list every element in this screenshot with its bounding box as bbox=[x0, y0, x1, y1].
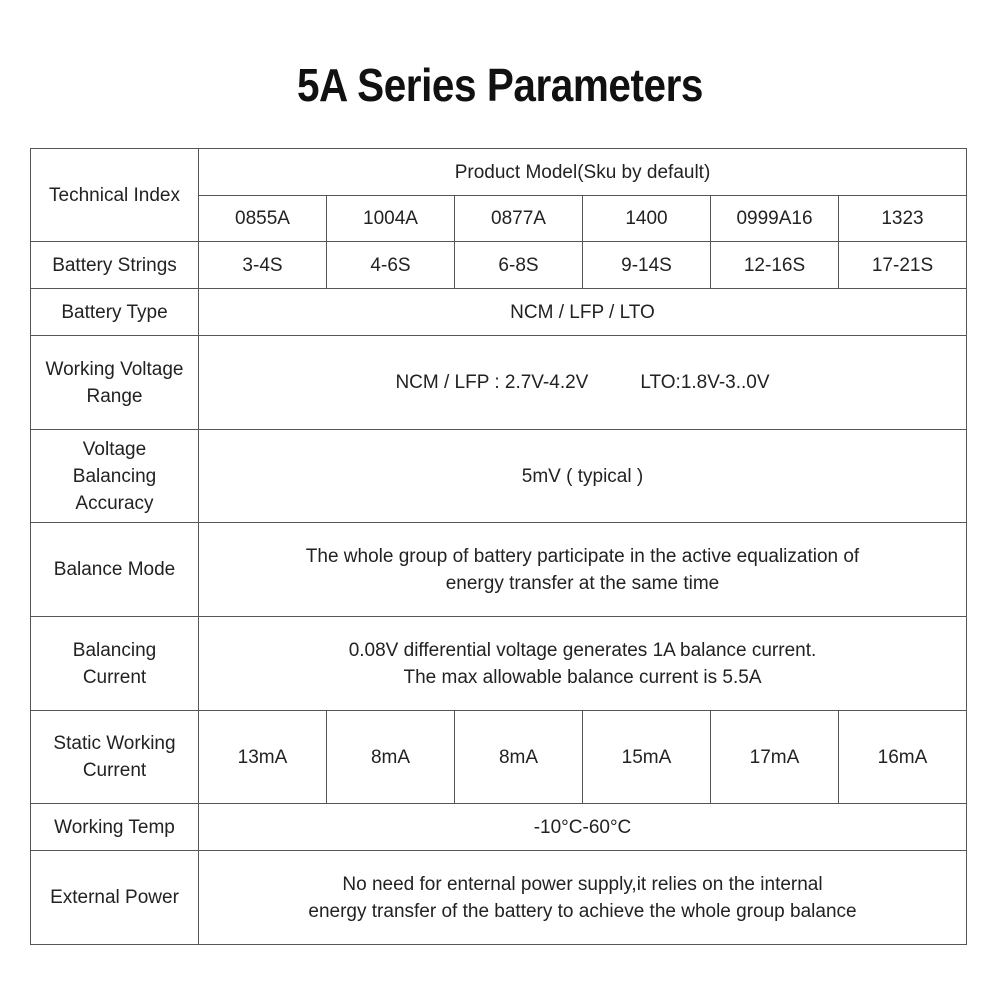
working-temp-row bbox=[31, 804, 967, 851]
external-power-value bbox=[199, 851, 967, 945]
model-cell: 1004A bbox=[327, 196, 455, 242]
battery-strings-label: Battery Strings bbox=[31, 242, 199, 289]
static-current-row bbox=[31, 711, 967, 804]
balancing-current-value bbox=[199, 617, 967, 711]
label-line: Current bbox=[82, 760, 147, 781]
balance-mode-label: Balance Mode bbox=[31, 523, 199, 617]
balancing-current-label bbox=[31, 617, 199, 711]
balancing-accuracy-label bbox=[31, 430, 199, 523]
balancing-accuracy-row bbox=[31, 430, 967, 523]
table-header-row bbox=[31, 149, 967, 196]
battery-strings-row bbox=[31, 242, 967, 289]
product-model-header: Product Model(Sku by default) bbox=[199, 149, 967, 196]
label-line: Balancing bbox=[72, 639, 157, 661]
label-line: Balancing bbox=[72, 465, 157, 487]
static-current-label bbox=[31, 711, 199, 804]
battery-type-label: Battery Type bbox=[31, 289, 199, 336]
balancing-accuracy-value: 5mV ( typical ) bbox=[199, 430, 967, 523]
static-current-value: 13mA bbox=[199, 711, 327, 804]
value-line: No need for enternal power supply,it relies on the internal bbox=[342, 873, 823, 895]
model-cell: 0877A bbox=[455, 196, 583, 242]
label-line: Accuracy bbox=[75, 492, 154, 514]
balance-mode-row bbox=[31, 523, 967, 617]
value-line: energy transfer at the same time bbox=[445, 572, 720, 594]
battery-strings-value: 12-16S bbox=[711, 242, 839, 289]
page-title: 5A Series Parameters bbox=[296, 59, 704, 111]
battery-strings-value: 17-21S bbox=[839, 242, 967, 289]
static-current-value: 16mA bbox=[839, 711, 967, 804]
working-voltage-value bbox=[199, 336, 967, 430]
label-line: Static Working bbox=[53, 733, 176, 754]
external-power-label: External Power bbox=[31, 851, 199, 945]
working-temp-value: -10°C-60°C bbox=[199, 804, 967, 851]
static-current-value: 8mA bbox=[455, 711, 583, 804]
balance-mode-value bbox=[199, 523, 967, 617]
technical-index-header: Technical Index bbox=[31, 149, 199, 242]
battery-type-row bbox=[31, 289, 967, 336]
static-current-value: 15mA bbox=[583, 711, 711, 804]
static-current-value: 8mA bbox=[327, 711, 455, 804]
model-cell: 0999A16 bbox=[711, 196, 839, 242]
label-line: Working Voltage bbox=[45, 358, 184, 380]
battery-strings-value: 3-4S bbox=[199, 242, 327, 289]
model-cell: 1323 bbox=[839, 196, 967, 242]
label-line: Current bbox=[82, 666, 147, 688]
working-temp-label: Working Temp bbox=[31, 804, 199, 851]
battery-strings-value: 9-14S bbox=[583, 242, 711, 289]
battery-type-value: NCM / LFP / LTO bbox=[199, 289, 967, 336]
parameters-table bbox=[30, 148, 967, 945]
value-line: The whole group of battery participate in the active equalization of bbox=[305, 545, 860, 567]
value-line: energy transfer of the battery to achieve the whole group balance bbox=[308, 900, 857, 922]
label-line: Range bbox=[86, 385, 143, 407]
lto-voltage: LTO:1.8V-3..0V bbox=[640, 372, 770, 393]
battery-strings-value: 4-6S bbox=[327, 242, 455, 289]
label-line: Voltage bbox=[82, 438, 147, 460]
battery-strings-value: 6-8S bbox=[455, 242, 583, 289]
working-voltage-label bbox=[31, 336, 199, 430]
ncm-lfp-voltage: NCM / LFP : 2.7V-4.2V bbox=[395, 372, 589, 393]
static-current-value: 17mA bbox=[711, 711, 839, 804]
model-cell: 0855A bbox=[199, 196, 327, 242]
working-voltage-row bbox=[31, 336, 967, 430]
external-power-row bbox=[31, 851, 967, 945]
value-line: 0.08V differential voltage generates 1A balance current. bbox=[348, 639, 817, 661]
value-line: The max allowable balance current is 5.5A bbox=[403, 666, 762, 688]
balancing-current-row bbox=[31, 617, 967, 711]
model-cell: 1400 bbox=[583, 196, 711, 242]
